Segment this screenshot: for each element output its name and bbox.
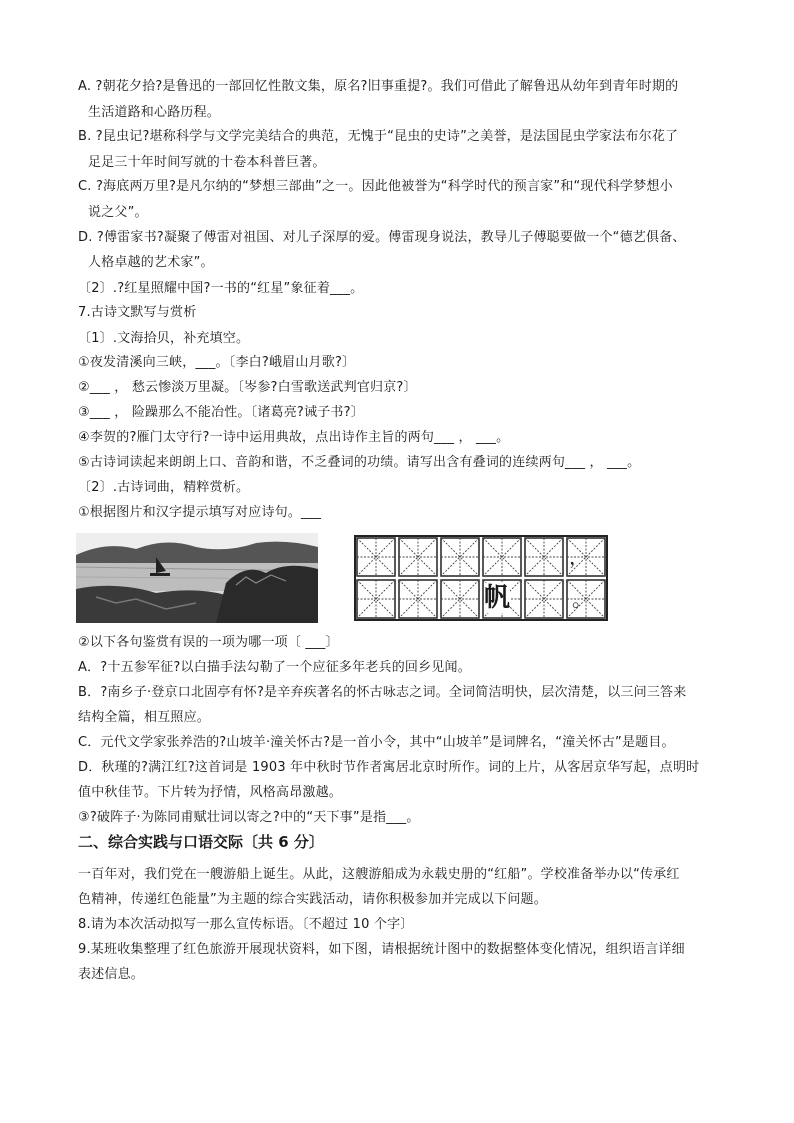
- section-2-heading: 二、综合实践与口语交际〔共 6 分〕: [78, 833, 324, 851]
- fill-item-2: ②___ ， 愁云惨淡万里凝。〔岑参?白雪歌送武判官归京?〕: [78, 380, 417, 395]
- practice-intro-line-1: 一百年对，我们党在一艘游船上诞生。从此，这艘游船成为永载史册的“红船”。学校准备举办以“传承红: [78, 867, 680, 882]
- choice-d-line-1: D．秋瑾的?满江红?这首词是 1903 年中秋时节作者寓居北京时所作。词的上片，从客居京华写起，点明时: [78, 760, 700, 775]
- question-9-line-2: 表述信息。: [78, 967, 145, 982]
- appreciation-item-2: ②以下各句鉴赏有误的一项为哪一项〔 ___〕: [78, 635, 339, 650]
- fill-item-5: ⑤古诗词读起来朗朗上口、音韵和谐，不乏叠词的功绩。请写出含有叠词的连续两句___ ， ___。: [78, 455, 641, 470]
- appreciation-item-3: ③?破阵子·为陈同甫赋壮词以寄之?中的“天下事”是指___。: [78, 810, 420, 825]
- fill-item-3: ③___ ， 险躁那么不能冶性。〔诸葛亮?诫子书?〕: [78, 405, 364, 420]
- option-d-line-1: D. ?傅雷家书?凝聚了傅雷对祖国、对儿子深厚的爱。傅雷现身说法，教导儿子傅聪要做一个“德艺俱备、: [78, 230, 686, 245]
- landscape-illustration: [76, 533, 318, 623]
- question-8: 8.请为本次活动拟写一那么宣传标语。〔不超过 10 个字〕: [78, 917, 414, 932]
- fill-item-1: ①夜发清溪向三峡，___。〔李白?峨眉山月歌?〕: [78, 355, 356, 370]
- grid-char-r2c4: 帆: [484, 583, 511, 613]
- choice-a: A．?十五参军征?以白描手法勾勒了一个应征多年老兵的回乡见闻。: [78, 660, 471, 675]
- subsection-appreciation: 〔2〕.古诗词曲，精粹赏析。: [78, 480, 250, 495]
- option-b-line-1: B. ?昆虫记?堪称科学与文学完美结合的典范，无愧于“昆虫的史诗”之美誉，是法国昆虫学家法布尔花了: [78, 129, 679, 144]
- option-c-line-2: 说之父”。: [88, 205, 148, 220]
- question-red-star: 〔2〕.?红星照耀中国?一书的“红星”象征着___。: [78, 281, 364, 296]
- choice-b-line-2: 结构全篇，相互照应。: [78, 710, 211, 725]
- choice-d-line-2: 值中秋佳节。下片转为抒情，风格高昂激越。: [78, 785, 343, 800]
- grid-char-r1c6: ，: [569, 545, 589, 569]
- appreciation-item-1: ①根据图片和汉字提示填写对应诗句。___: [78, 505, 322, 520]
- option-a-line-1: A. ?朝花夕拾?是鲁迅的一部回忆性散文集，原名?旧事重提?。我们可借此了解鲁迅从幼年到青年时期的: [78, 79, 679, 94]
- choice-b-line-1: B．?南乡子·登京口北固亭有怀?是辛弃疾著名的怀古咏志之词。全词简洁明快，层次清楚，以三问三答来: [78, 685, 687, 700]
- option-a-line-2: 生活道路和心路历程。: [88, 105, 221, 120]
- fill-item-4: ④李贺的?雁门太守行?一诗中运用典故，点出诗作主旨的两句___ ， ___。: [78, 430, 510, 445]
- section-poetry-title: 7.古诗文默写与赏析: [78, 305, 197, 320]
- option-d-line-2: 人格卓越的艺术家”。: [88, 255, 214, 270]
- practice-intro-line-2: 色精神，传递红色能量”为主题的综合实践活动，请你积极参加并完成以下问题。: [78, 892, 547, 907]
- grid-characters: [354, 535, 608, 621]
- river-boat-photo: [76, 533, 318, 623]
- option-c-line-1: C. ?海底两万里?是凡尔纳的“梦想三部曲”之一。因此他被誉为“科学时代的预言家”和“现代科学梦想小: [78, 179, 673, 194]
- option-b-line-2: 足足三十年时间写就的十卷本科普巨著。: [88, 155, 326, 170]
- subsection-fill-blank: 〔1〕.文海拾贝，补充填空。: [78, 331, 250, 346]
- grid-char-r2c6: 。: [572, 587, 592, 611]
- question-9-line-1: 9.某班收集整理了红色旅游开展现状资料，如下图，请根据统计图中的数据整体变化情况，组织语言详细: [78, 942, 685, 957]
- choice-c: C．元代文学家张养浩的?山坡羊·潼关怀古?是一首小令，其中“山坡羊”是词牌名，“潼关怀古”是题目。: [78, 735, 675, 750]
